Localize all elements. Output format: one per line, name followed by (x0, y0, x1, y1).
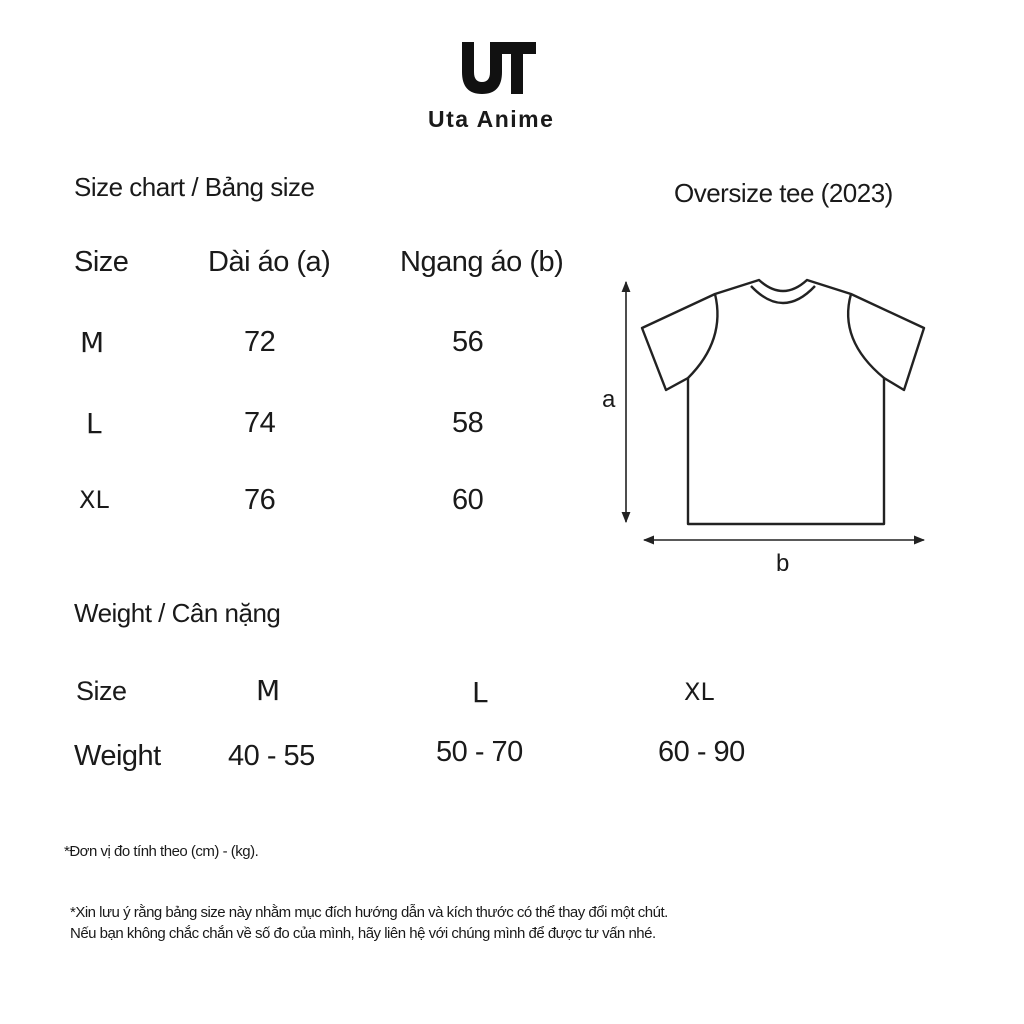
weight-row-label: Weight (74, 740, 161, 772)
weight-chart-title: Weight / Cân nặng (74, 598, 281, 628)
width-value: 60 (452, 484, 484, 516)
width-header: Ngang áo (b) (400, 246, 564, 278)
weight-value-m: 40 - 55 (228, 740, 315, 772)
size-row-label: M (80, 326, 105, 359)
size-row-label: L (86, 407, 102, 440)
tshirt-diagram (600, 270, 940, 580)
length-value: 76 (244, 484, 276, 516)
width-label: b (776, 550, 790, 577)
length-value: 74 (244, 407, 276, 439)
width-value: 56 (452, 326, 484, 358)
length-header: Dài áo (a) (208, 246, 331, 278)
weight-value-xl: 60 - 90 (658, 736, 745, 768)
weight-value-l: 50 - 70 (436, 736, 523, 768)
diagram-title: Oversize tee (2023) (674, 178, 893, 208)
width-value: 58 (452, 407, 484, 439)
weight-size-label: Size (76, 676, 127, 706)
weight-size-l: L (472, 676, 488, 709)
disclaimer-line-2: Nếu bạn không chắc chắn về số đo của mình, hãy liên hệ với chúng mình để được tư vấn nhé. (70, 925, 656, 942)
collar-icon (751, 286, 815, 303)
length-value: 72 (244, 326, 276, 358)
brand-name: Uta Anime (428, 106, 555, 132)
size-chart-title: Size chart / Bảng size (74, 172, 315, 202)
unit-note: *Đơn vị đo tính theo (cm) - (kg). (64, 843, 259, 860)
tshirt-outline (642, 280, 924, 524)
length-label: a (602, 386, 616, 413)
sleeve-seam-left (688, 294, 717, 378)
size-header: Size (74, 246, 129, 278)
weight-size-xl: XL (684, 678, 714, 706)
weight-size-m: M (256, 674, 281, 707)
size-row-label: XL (79, 486, 109, 514)
disclaimer-line-1: *Xin lưu ý rằng bảng size này nhằm mục đích hướng dẫn và kích thước có thể thay đổi một chút. (70, 904, 668, 921)
brand-logo (458, 38, 538, 94)
